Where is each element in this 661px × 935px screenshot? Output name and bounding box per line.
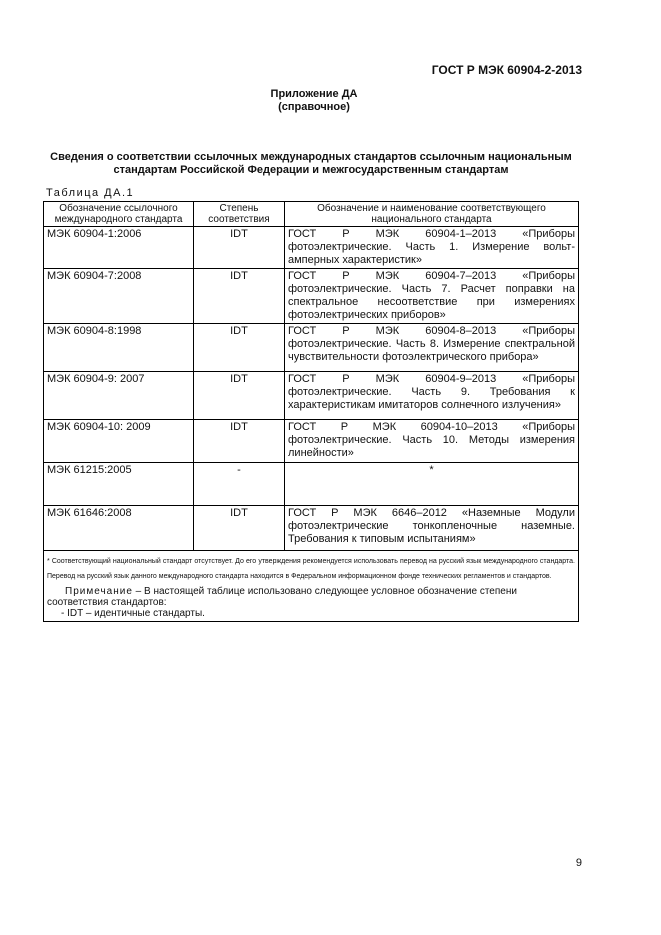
table-row bbox=[44, 324, 579, 372]
row-national: ГОСТ Р МЭК 60904-7–2013 «Приборы фотоэлектрические. Часть 7. Расчет поправки на спектральное несоответствие при измерениях фотоэлектрических приборов» bbox=[285, 269, 579, 324]
row-ref: МЭК 60904-8:1998 bbox=[44, 324, 194, 372]
row-national: ГОСТ Р МЭК 60904-10–2013 «Приборы фотоэлектрические. Часть 10. Методы измерения линейности» bbox=[285, 420, 579, 463]
table-note bbox=[44, 586, 578, 621]
note-label: Примечание bbox=[65, 586, 133, 597]
table-row bbox=[44, 420, 579, 463]
table-header-row bbox=[44, 202, 579, 227]
table-row bbox=[44, 463, 579, 506]
table-row bbox=[44, 506, 579, 551]
document-header: ГОСТ Р МЭК 60904-2-2013 bbox=[431, 63, 582, 77]
row-ref: МЭК 60904-7:2008 bbox=[44, 269, 194, 324]
annex-type: (справочное) bbox=[278, 101, 350, 113]
row-degree: IDT bbox=[194, 269, 285, 324]
row-degree: IDT bbox=[194, 420, 285, 463]
row-degree: IDT bbox=[194, 506, 285, 551]
table-row bbox=[44, 372, 579, 420]
row-degree: IDT bbox=[194, 324, 285, 372]
page-number: 9 bbox=[575, 857, 582, 869]
annex-heading bbox=[0, 88, 628, 114]
note-item: - IDT – идентичные стандарты. bbox=[61, 608, 205, 619]
row-degree: IDT bbox=[194, 227, 285, 269]
row-degree: - bbox=[194, 463, 285, 506]
row-national: ГОСТ Р МЭК 60904-1–2013 «Приборы фотоэлектрические. Часть 1. Измерение вольт-амперных характеристик» bbox=[285, 227, 579, 269]
row-national: * bbox=[285, 463, 579, 506]
header-national-standard: Обозначение и наименование соответствующего национального стандарта bbox=[285, 202, 579, 227]
table-row bbox=[44, 269, 579, 324]
header-degree: Степень соответствия bbox=[194, 202, 285, 227]
table-footer-row bbox=[44, 551, 579, 622]
row-ref: МЭК 60904-1:2006 bbox=[44, 227, 194, 269]
row-national: ГОСТ Р МЭК 60904-8–2013 «Приборы фотоэлектрические. Часть 8. Измерение спектральной чувствительности фотоэлектрического прибора» bbox=[285, 324, 579, 372]
row-national: ГОСТ Р МЭК 6646–2012 «Наземные Модули фотоэлектрические тонкопленочные наземные. Требования к типовым испытаниям» bbox=[285, 506, 579, 551]
row-national: ГОСТ Р МЭК 60904-9–2013 «Приборы фотоэлектрические. Часть 9. Требования к характеристикам имитаторов солнечного излучения» bbox=[285, 372, 579, 420]
table-footnote: * Соответствующий национальный стандарт отсутствует. До его утверждения рекомендуется использовать перевод на русский язык международного стандарта. Перевод на русский язык данного международного стандарта находится в Федеральном информационном фонде технических регламентов и стандартов. bbox=[47, 558, 575, 580]
row-ref: МЭК 60904-10: 2009 bbox=[44, 420, 194, 463]
row-ref: МЭК 60904-9: 2007 bbox=[44, 372, 194, 420]
note-text: – В настоящей таблице использовано следующее условное обозначение степени соответствия стандартов: bbox=[47, 586, 517, 608]
annex-title: Приложение ДА bbox=[270, 88, 358, 100]
row-degree: IDT bbox=[194, 372, 285, 420]
correspondence-table bbox=[43, 201, 579, 622]
row-ref: МЭК 61646:2008 bbox=[44, 506, 194, 551]
row-ref: МЭК 61215:2005 bbox=[44, 463, 194, 506]
table-caption: Таблица ДА.1 bbox=[46, 187, 135, 199]
header-reference-standard: Обозначение ссылочного международного стандарта bbox=[44, 202, 194, 227]
table-row bbox=[44, 227, 579, 269]
section-title: Сведения о соответствии ссылочных международных стандартов ссылочным национальным стандартам Российской Федерации и межгосударственным стандартам bbox=[50, 151, 572, 176]
